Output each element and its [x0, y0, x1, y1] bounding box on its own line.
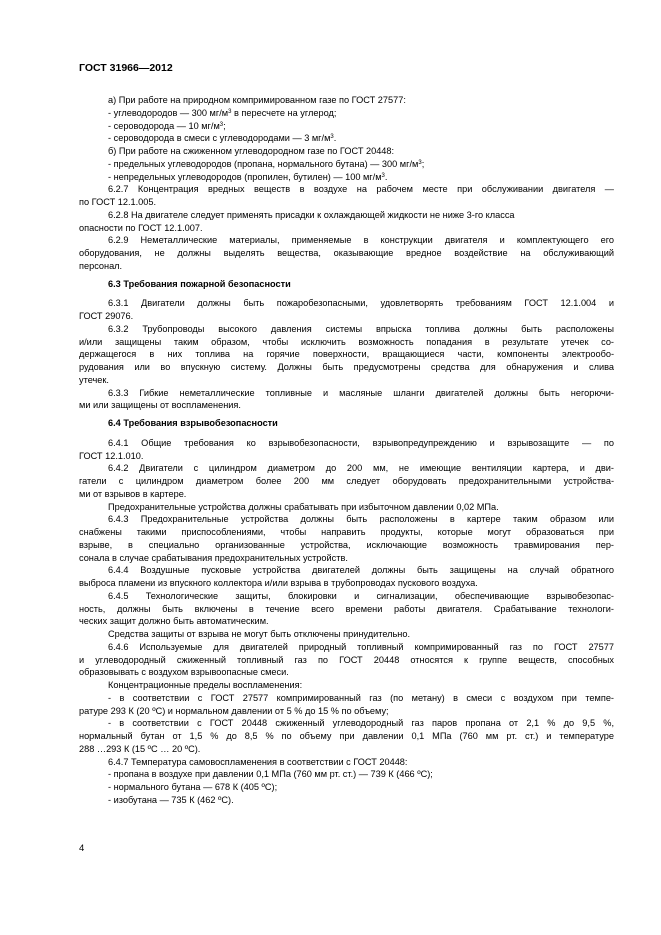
text-line — [79, 564, 614, 577]
text-line — [79, 450, 614, 463]
text-line — [79, 539, 614, 552]
line-text: гатели с цилиндром диаметром более 200 мм следует оборудовать предохранительными устройства- — [79, 476, 614, 486]
text-line — [79, 158, 614, 171]
text-line — [79, 145, 614, 158]
line-text: 6.2.7 Концентрация вредных веществ в воздухе на рабочем месте при обслуживании двигателя — — [108, 184, 614, 195]
line-text: 6.4 Требования взрывобезопасности — [108, 418, 278, 428]
text-line — [79, 794, 614, 807]
text-line — [79, 654, 614, 667]
line-text-tail: ; — [421, 158, 425, 169]
line-text: 6.3.1 Двигатели должны быть пожаробезопасными, удовлетворять требованиям ГОСТ 12.1.004 и — [108, 298, 614, 309]
text-line — [79, 577, 614, 590]
line-text: по ГОСТ 12.1.005. — [79, 197, 157, 207]
line-text: - изобутана — 735 К (462 ºС). — [108, 794, 234, 805]
text-line — [79, 488, 614, 501]
line-text: 6.4.6 Используемые для двигателей природный топливный компримированный газ по ГОСТ 27577 — [108, 641, 614, 652]
line-text: - пропана в воздухе при давлении 0,1 МПа (760 мм рт. ст.) — 739 К (466 ºС); — [108, 769, 433, 780]
text-line — [79, 323, 614, 336]
line-text: опасности по ГОСТ 12.1.007. — [79, 222, 203, 233]
text-line — [79, 730, 614, 743]
line-text: выброса пламени из впускного коллектора и/или взрыва в трубопроводах пускового воздуха. — [79, 578, 478, 588]
text-line — [79, 132, 614, 145]
superscript: 3 — [219, 121, 224, 128]
line-text: ми от взрывов в картере. — [79, 488, 187, 499]
text-line — [79, 171, 614, 184]
line-text: персонал. — [79, 260, 123, 271]
line-text: 6.2.8 На двигателе следует применять присадки к охлаждающей жидкости не ниже 3-го класса — [108, 209, 515, 220]
line-text: 6.4.3 Предохранительные устройства должны быть расположены в картере таким образом или — [108, 514, 614, 525]
line-text: оборудования, не должны выделять вещества, оказывающие вредное воздействие на обслуживающий — [79, 248, 614, 258]
line-text: сонала в случае срабатывания предохранительных устройств. — [79, 552, 348, 563]
section-heading — [79, 278, 614, 291]
text-line — [79, 603, 614, 616]
line-text: 6.4.2 Двигатели с цилиндром диаметром до 200 мм, не имеющие вентиляции картера, и дви- — [108, 463, 614, 474]
text-line — [79, 297, 614, 310]
line-text: 6.3.2 Трубопроводы высокого давления системы впрыска топлива должны быть расположены — [108, 323, 614, 334]
line-text-tail: . — [384, 171, 388, 182]
text-line — [79, 387, 614, 400]
line-text: 6.4.4 Воздушные пусковые устройства двигателей должны быть защищены на случай обратного — [108, 565, 614, 576]
text-line — [79, 260, 614, 273]
superscript: 3 — [330, 134, 334, 141]
text-line — [79, 475, 614, 488]
text-line — [79, 94, 614, 107]
page-number: 4 — [79, 843, 85, 854]
line-text: держащегося в них топлива на горячие поверхности, вращающиеся части, компоненты электрообо- — [79, 349, 614, 360]
text-line — [79, 756, 614, 769]
text-line — [79, 120, 614, 133]
line-text: - углеводородов — 300 мг/м — [108, 107, 229, 118]
text-line — [79, 526, 614, 539]
text-line — [79, 183, 614, 196]
line-text: утечек. — [79, 374, 109, 385]
line-text: и/или защищены таким образом, чтобы исключить возможность попадания в результате утечек со- — [79, 336, 614, 347]
line-text: взрыве, в специально организованные устройства, исключающие возможность травмирования пер- — [79, 539, 614, 550]
text-line — [79, 590, 614, 603]
text-line — [79, 107, 614, 120]
line-text: - нормального бутана — 678 К (405 ºС); — [108, 782, 278, 792]
text-line — [79, 336, 614, 349]
line-text: 6.3 Требования пожарной безопасности — [108, 278, 291, 289]
line-text: снабжены такими приспособлениями, чтобы направить продукты, которые могут образоваться при — [79, 527, 614, 537]
text-line — [79, 361, 614, 374]
text-line — [79, 641, 614, 654]
line-text: - непредельных углеводородов (пропилен, бутилен) — 100 мг/м — [108, 171, 382, 182]
document-body — [79, 94, 614, 807]
text-line — [79, 679, 614, 692]
line-text: б) При работе на сжиженном углеводородном газе по ГОСТ 20448: — [108, 146, 395, 156]
text-line — [79, 615, 614, 628]
text-line — [79, 705, 614, 718]
line-text: - сероводорода в смеси с углеводородами — 3 мг/м — [108, 133, 331, 144]
line-text: 6.4.7 Температура самовоспламенения в соответствии с ГОСТ 20448: — [108, 756, 408, 767]
line-text: Предохранительные устройства должны срабатывать при избыточном давлении 0,02 МПа. — [108, 501, 499, 512]
line-text-tail: . — [333, 133, 337, 144]
line-text-tail: ; — [223, 120, 226, 131]
text-line — [79, 348, 614, 361]
line-text: 6.4.1 Общие требования ко взрывобезопасности, взрывопредупреждению и взрывозащите — по — [108, 437, 614, 448]
line-text: ность, должны быть включены в течение всего времени работы двигателя. Срабатывание технологи- — [79, 603, 614, 614]
line-text: и углеводородный сжиженный топливный газ по ГОСТ 20448 относятся к группе веществ, способных — [79, 654, 614, 665]
line-text: - в соответствии с ГОСТ 27577 компримированный газ (по метану) в смеси с воздухом при темпе- — [108, 692, 614, 703]
text-line — [79, 666, 614, 679]
line-text-tail: в пересчете на углерод; — [231, 107, 337, 118]
line-text: 288 …293 К (15 ºС … 20 ºС). — [79, 743, 201, 754]
line-text: Средства защиты от взрыва не могут быть отключены принудительно. — [108, 629, 411, 639]
text-line — [79, 399, 614, 412]
text-line — [79, 310, 614, 323]
text-line — [79, 692, 614, 705]
text-line — [79, 743, 614, 756]
text-line — [79, 234, 614, 247]
line-text: ратуре 293 К (20 ºС) и нормальном давлении от 5 % до 15 % по объему; — [79, 705, 389, 716]
text-line — [79, 209, 614, 222]
superscript: 3 — [381, 172, 385, 179]
text-line — [79, 462, 614, 475]
text-line — [79, 437, 614, 450]
line-text: а) При работе на природном компримированном газе по ГОСТ 27577: — [108, 95, 406, 105]
text-line — [79, 628, 614, 641]
line-text: ческих защит должно быть автоматическим. — [79, 616, 269, 627]
line-text: ГОСТ 29076. — [79, 311, 134, 321]
line-text: 6.2.9 Неметаллические материалы, применяемые в конструкции двигателя и комплектующего его — [108, 235, 614, 246]
section-heading — [79, 417, 614, 430]
line-text: рудования или во впускную систему. Должны быть предусмотрены средства для обнаружения и слива — [79, 362, 614, 372]
text-line — [79, 196, 614, 209]
document-header: ГОСТ 31966—2012 — [79, 62, 173, 74]
line-text: Концентрационные пределы воспламенения: — [108, 680, 303, 690]
line-text: - сероводорода — 10 мг/м — [108, 120, 220, 131]
line-text: образовывать с воздухом взрывоопасные смеси. — [79, 667, 289, 678]
line-text: 6.3.3 Гибкие неметаллические топливные и масляные шланги двигателей должны быть негорючи- — [108, 387, 614, 398]
line-text: - в соответствии с ГОСТ 20448 сжиженный углеводородный газ паров пропана от 2,1 % до 9,5 %, — [108, 718, 614, 729]
superscript: 3 — [418, 159, 422, 166]
line-text: нормальный бутан от 1,5 % до 8,5 % по объему при давлении 0,1 МПа (760 мм рт. ст.) и температуре — [79, 731, 614, 741]
text-line — [79, 222, 614, 235]
text-line — [79, 513, 614, 526]
line-text: - предельных углеводородов (пропана, нормального бутана) — 300 мг/м — [108, 158, 419, 169]
line-text: ми или защищены от воспламенения. — [79, 400, 241, 411]
line-text: 6.4.5 Технологические защиты, блокировки и сигнализации, обеспечивающие взрывобезопас- — [108, 590, 614, 601]
text-line — [79, 552, 614, 565]
text-line — [79, 501, 614, 514]
line-text: ГОСТ 12.1.010. — [79, 450, 144, 461]
text-line — [79, 247, 614, 260]
superscript: 3 — [228, 108, 232, 115]
text-line — [79, 768, 614, 781]
text-line — [79, 781, 614, 794]
text-line — [79, 717, 614, 730]
text-line — [79, 374, 614, 387]
